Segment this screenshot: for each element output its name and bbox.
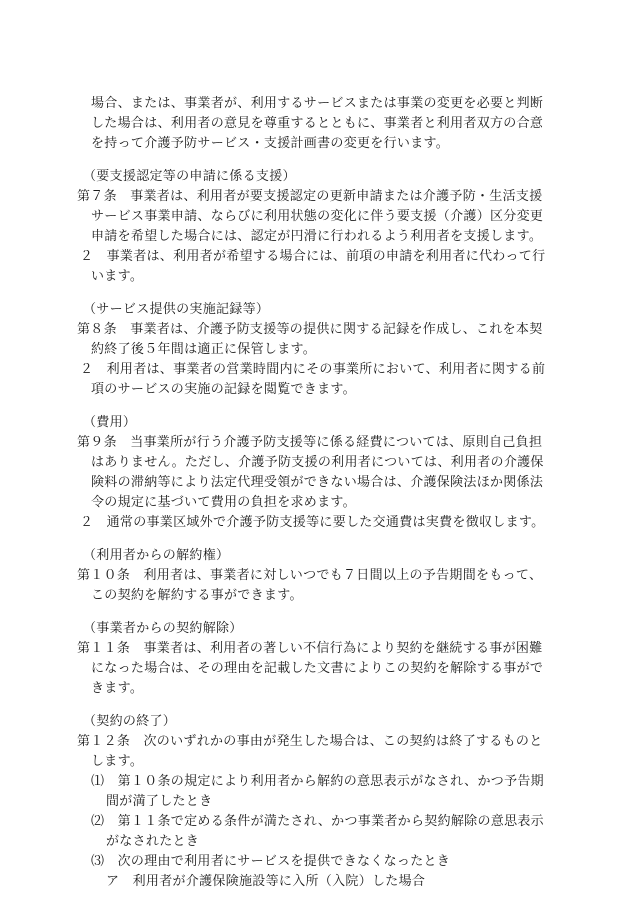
text-line: きます。 (91, 681, 144, 696)
text-line: 約終了後５年間は適正に保管します。 (91, 342, 317, 357)
paragraph-line: ２ 利用者は、事業者の営業時間内にその事業所において、利用者に関する前 (80, 362, 546, 377)
text-line: 間が満了したとき (106, 794, 213, 809)
text-line: この契約を解約する事ができます。 (91, 588, 303, 603)
text-line: します。 (91, 754, 144, 769)
list-item: ⑴ 第１０条の規定により利用者から解約の意思表示がなされ、かつ予告期 (91, 774, 544, 789)
article-line: 第７条 事業者は、利用者が要支援認定の更新申請または介護予防・生活支援 (77, 189, 543, 204)
text-line: はありません。ただし、介護予防支援の利用者については、利用者の介護保 (91, 455, 544, 470)
text-line: がなされたとき (106, 834, 200, 849)
section-heading: （サービス提供の実施記録等） (83, 302, 270, 317)
section-heading: （費用） (83, 415, 137, 430)
text-line: 申請を希望した場合には、認定が円滑に行われるよう利用者を支援します。 (91, 229, 543, 244)
paragraph-line: ２ 事業者は、利用者が希望する場合には、前項の申請を利用者に代わって行 (80, 249, 546, 264)
text-line: サービス事業申請、ならびに利用状態の変化に伴う要支援（介護）区分変更 (91, 209, 544, 224)
section-heading: （事業者からの契約解除） (83, 621, 243, 636)
text-line: 険料の滞納等により法定代理受領ができない場合は、介護保険法ほか関係法 (91, 475, 544, 490)
article-line: 第１０条 利用者は、事業者に対しいつでも７日間以上の予告期間をもって、 (77, 568, 543, 583)
text-line: 令の規定に基づいて費用の負担を求めます。 (91, 495, 356, 510)
section-heading: （利用者からの解約権） (83, 548, 230, 563)
sub-list-item: ア 利用者が介護保険施設等に入所（入院）した場合 (106, 874, 426, 889)
text-line: を持って介護予防サービス・支援計画書の変更を行います。 (91, 136, 450, 151)
article-line: 第９条 当事業所が行う介護予防支援等に係る経費については、原則自己負担 (77, 435, 543, 450)
paragraph-line: ２ 通常の事業区域外で介護予防支援等に要した交通費は実費を徴収します。 (80, 515, 545, 530)
text-line: 場合、または、事業者が、利用するサービスまたは事業の変更を必要と判断 (91, 96, 544, 111)
text-line: になった場合は、その理由を記載した文書によりこの契約を解除する事がで (91, 661, 544, 676)
text-line: した場合は、利用者の意見を尊重するとともに、事業者と利用者双方の合意 (91, 116, 544, 131)
section-heading: （要支援認定等の申請に係る支援） (83, 169, 296, 184)
text-line: います。 (91, 269, 144, 284)
article-line: 第１１条 事業者は、利用者の著しい不信行為により契約を継続する事が困難 (77, 641, 543, 656)
article-line: 第８条 事業者は、介護予防支援等の提供に関する記録を作成し、これを本契 (77, 322, 543, 337)
list-item: ⑵ 第１１条で定める条件が満たされ、かつ事業者から契約解除の意思表示 (91, 814, 544, 829)
list-item: ⑶ 次の理由で利用者にサービスを提供できなくなったとき (91, 854, 451, 869)
article-line: 第１２条 次のいずれかの事由が発生した場合は、この契約は終了するものと (77, 734, 543, 749)
section-heading: （契約の終了） (83, 714, 177, 729)
text-line: 項のサービスの実施の記録を閲覧できます。 (91, 382, 356, 397)
